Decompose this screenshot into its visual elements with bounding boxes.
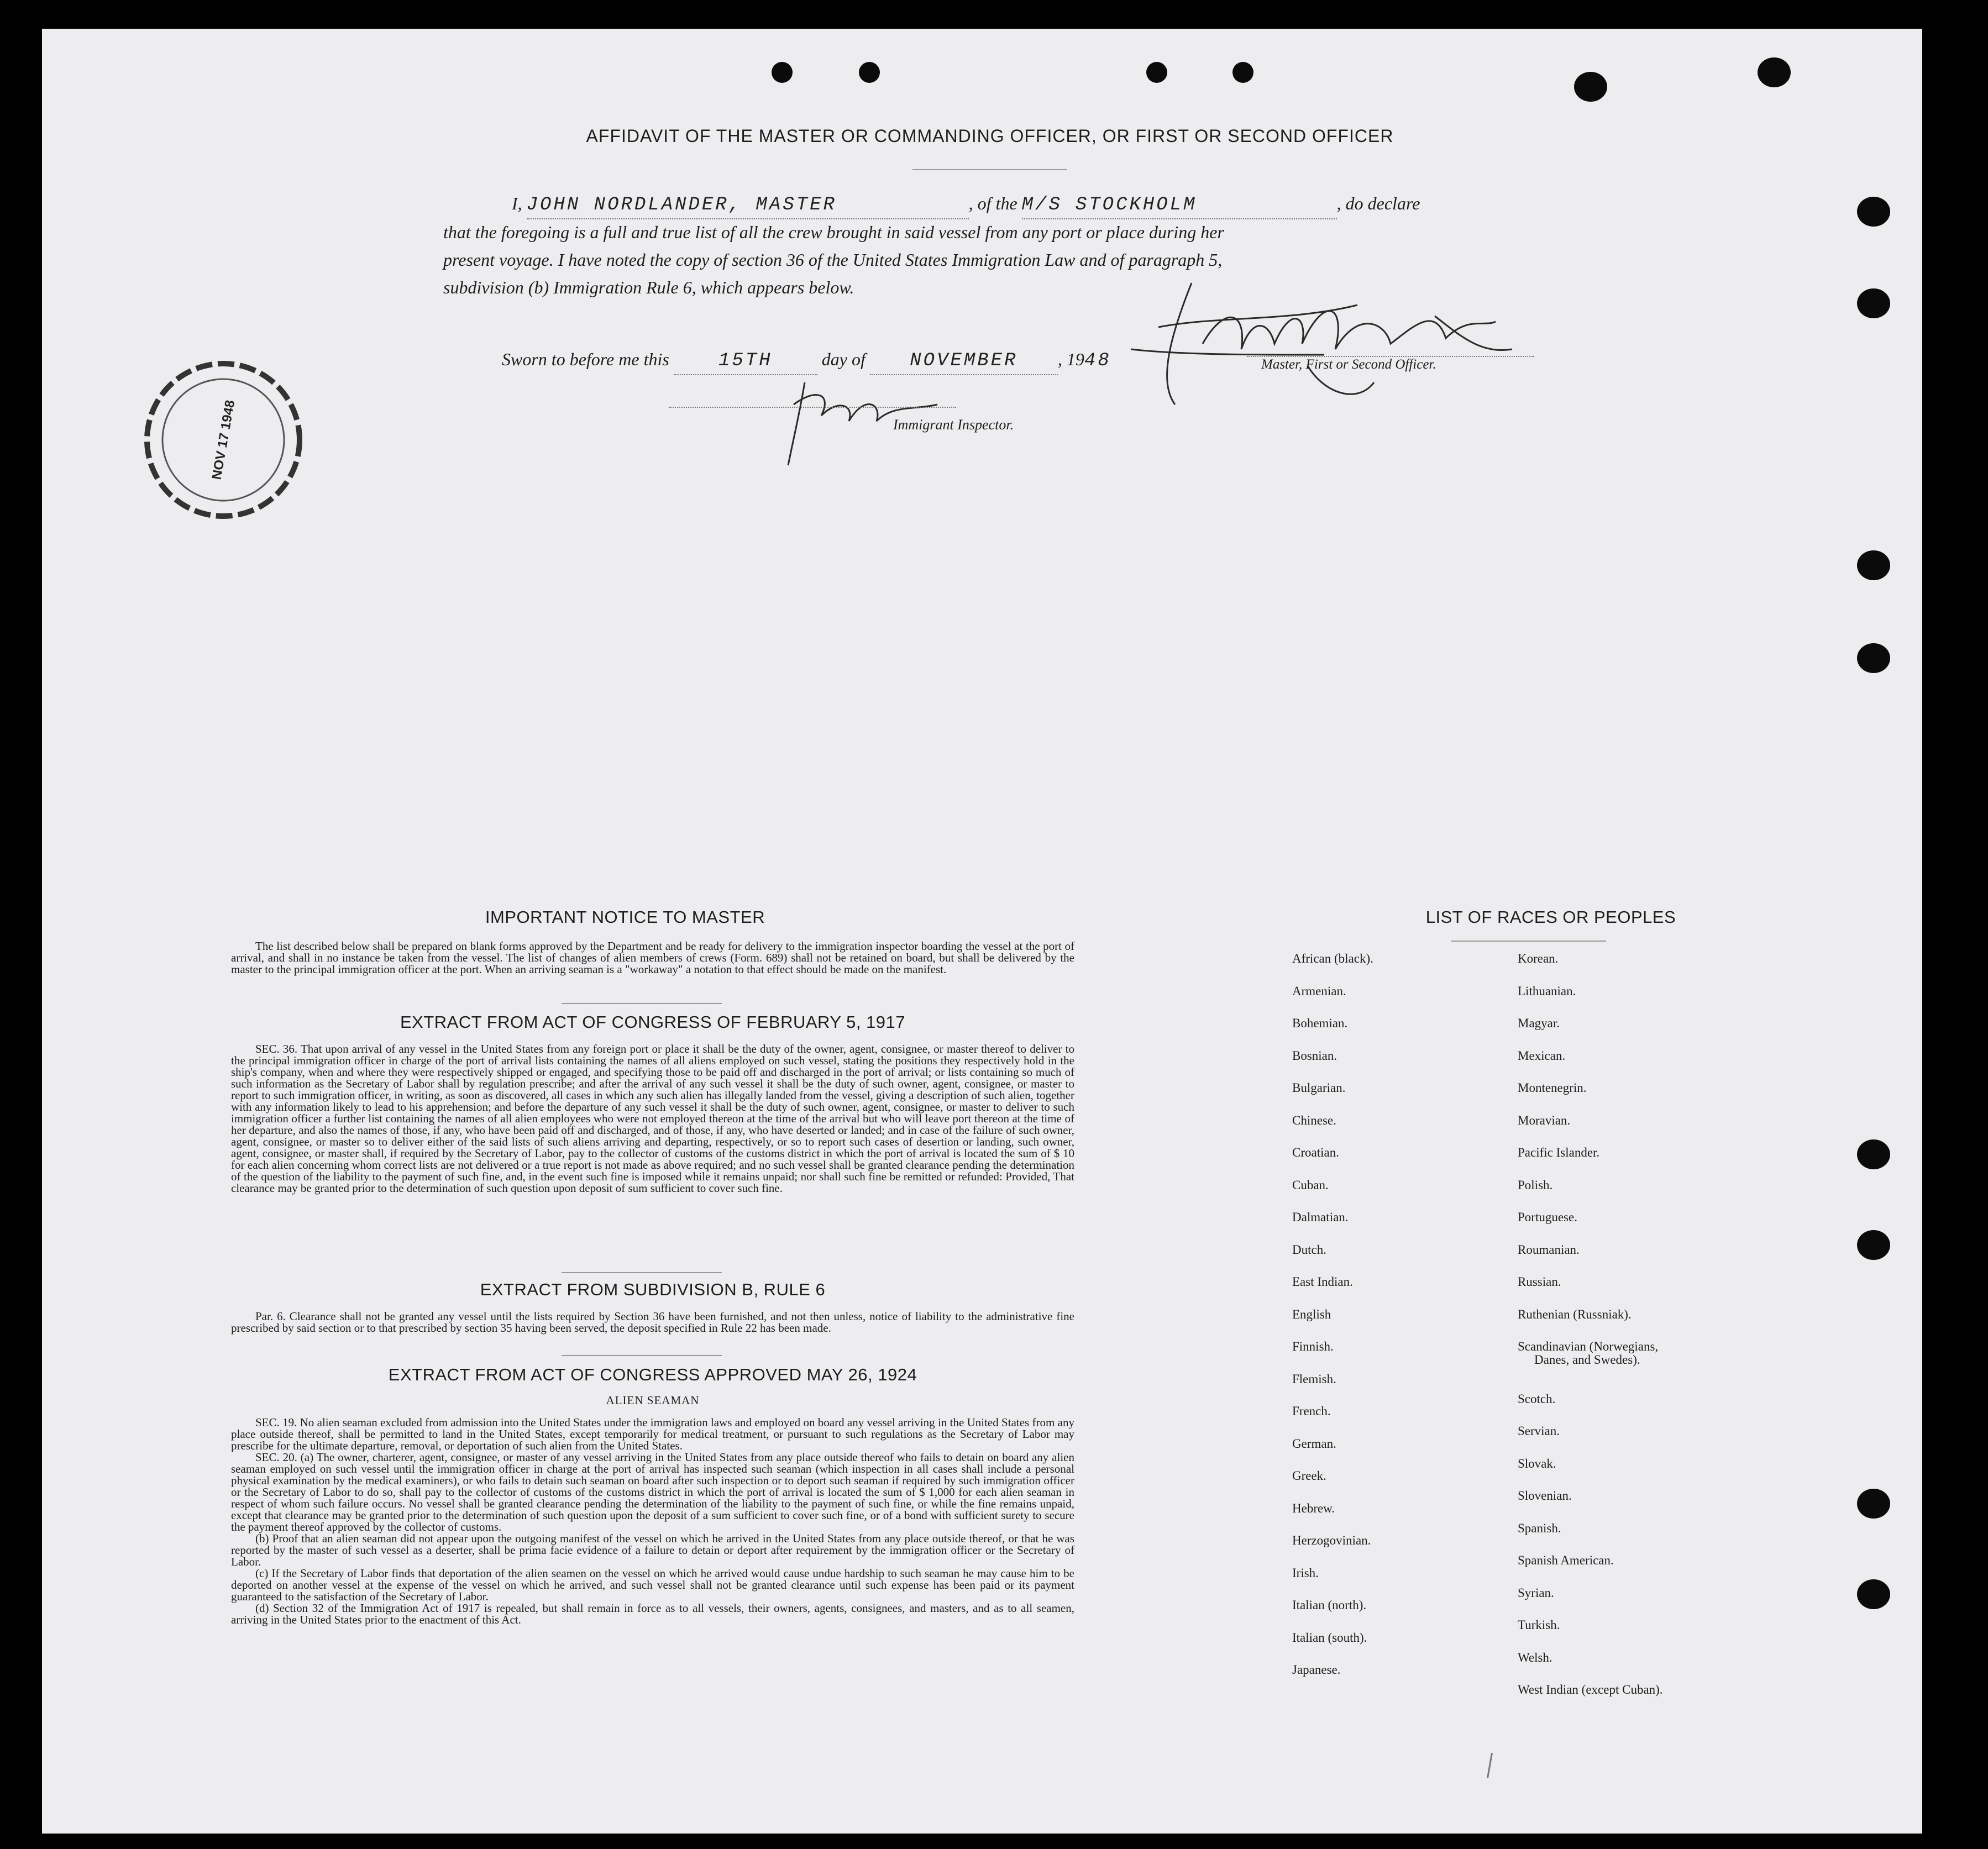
punch-hole [1857, 1579, 1890, 1609]
race-item: Spanish. [1518, 1521, 1561, 1535]
extract-1924-paragraph-2: SEC. 20. (a) The owner, charterer, agent, consignee, or master of any vessel arriving in the United States from any place outside thereof who fails to detain on board any alien seaman employed on such vessel until the immigration officer in charge at the port of arrival has inspected such seaman (which inspection in all cases shall include a personal physical examination by the medical examiners), or who fails to detain such seaman on board after such inspection or to deport such seaman if required by such immigration officer or the Secretary of Labor to do so, shall pay to the collector of customs of the customs district in which the port of arrival is located the sum of $ 1,000 for each alien seaman in respect of whom such failure occurs. No vessel shall be granted clearance pending the determination of the liability to the payment of such fine, or while the fine remains unpaid, except that clearance may be granted prior to the determination of such question upon the deposit of a sum sufficient to cover such fine, or of a bond with sufficient surety to secure the payment thereof approved by the collector of customs. [231, 1451, 1074, 1533]
divider [562, 1355, 722, 1356]
race-item: Chinese. [1292, 1113, 1336, 1127]
race-item: Italian (south). [1292, 1630, 1367, 1645]
race-item: Scotch. [1518, 1391, 1556, 1406]
inspector-signature-line [669, 407, 956, 408]
race-item: Finnish. [1292, 1340, 1334, 1353]
do-declare-label: , do declare [1336, 193, 1420, 213]
master-signature-caption: Master, First or Second Officer. [1261, 357, 1436, 372]
race-item: Portuguese. [1518, 1210, 1577, 1224]
race-item: Pacific Islander. [1518, 1146, 1600, 1159]
race-item: Herzogovinian. [1292, 1533, 1371, 1547]
extract-1924-paragraph-5: (d) Section 32 of the Immigration Act of 1917 is repealed, but shall remain in force as to all vessels, their owners, agents, consignees, and masters, and as to all seamen, arriving in the United States prior to the enactment of this Act. [231, 1601, 1074, 1626]
notice-title: IMPORTANT NOTICE TO MASTER [485, 907, 765, 927]
race-item: Dalmatian. [1292, 1210, 1349, 1224]
race-item: Italian (north). [1292, 1598, 1367, 1612]
inspector-caption: Immigrant Inspector. [893, 417, 1014, 433]
divider [562, 1003, 722, 1004]
extract-1924-body [231, 1417, 1074, 1626]
year-prefix: , 19 [1057, 349, 1084, 369]
race-item: Cuban. [1292, 1178, 1329, 1192]
race-item: Servian. [1518, 1424, 1560, 1438]
punch-hole [1574, 72, 1607, 102]
race-item: Korean. [1518, 952, 1559, 965]
extract-1917-paragraph: SEC. 36. That upon arrival of any vessel in the United States from any foreign port or place it shall be the duty of the owner, agent, consignee, or master thereof to deliver to the principal immigration officer in charge of the port of arrival lists containing the names of all aliens employed on such vessel, stating the positions they respectively hold in the ship's company, when and where they were respectively shipped or engaged, and specifying those to be paid off and discharged in the port of arrival; or lists containing so much of such information as the Secretary of Labor shall by regulation prescribe; and after the arrival of any such vessel it shall be the duty of such owner, agent, consignee, or master to report to such immigration officer, in writing, as soon as discovered, all cases in which any such alien has illegally landed from the vessel, giving a description of such alien, together with any information likely to lead to his apprehension; and before the departure of any such vessel it shall be the duty of such owner, agent, consignee, or master to deliver to such immigration officer a further list containing the names of all alien employees who were not employed thereon at the time of the arrival but who will leave port thereon at the time of her departure, and also the names of those, if any, who have been paid off and discharged, and of those, if any, who have deserted or landed; and in case of the failure of such owner, agent, consignee, or master so to deliver either of the said lists of such aliens arriving and departing, respectively, or so to report such cases of desertion or landing, such owner, agent, consignee, or master shall, if required by the Secretary of Labor, pay to the collector of customs of the customs district in which the port of arrival is located the sum of $ 10 for each alien concerning whom correct lists are not delivered or a true report is not made as above required; and no such vessel shall be granted clearance pending the determination of the question of the liability to the payment of such fine, and, in the event such fine is imposed while it remains unpaid; nor shall such fine be remitted or refunded: Provided, That clearance may be granted prior to the determination of such question upon deposit of sum sufficient to cover such fine. [231, 1042, 1074, 1195]
rule6-title: EXTRACT FROM SUBDIVISION B, RULE 6 [480, 1280, 826, 1299]
immigration-stamp [140, 357, 306, 523]
punch-hole [1857, 197, 1890, 227]
race-item: African (black). [1292, 952, 1373, 965]
stray-mark [1487, 1753, 1493, 1778]
race-item: Dutch. [1292, 1242, 1326, 1257]
race-item: Mexican. [1518, 1048, 1566, 1063]
race-item: Bohemian. [1292, 1016, 1348, 1030]
punch-hole [1857, 1230, 1890, 1260]
year-suffix: 48 [1084, 350, 1111, 371]
race-item: Scandinavian (Norwegians, [1518, 1340, 1659, 1353]
race-item: Greek. [1292, 1469, 1326, 1483]
race-item: Hebrew. [1292, 1501, 1335, 1515]
punch-hole [772, 62, 793, 83]
race-item: English [1292, 1307, 1331, 1321]
day-of-label: day of [821, 349, 866, 369]
punch-hole [1857, 643, 1890, 673]
race-item: Bulgarian. [1292, 1081, 1346, 1095]
extract-1924-subtitle: ALIEN SEAMAN [606, 1394, 700, 1407]
master-signature [1125, 272, 1545, 416]
race-item: French. [1292, 1404, 1331, 1418]
master-name-field [527, 190, 969, 219]
punch-hole [1232, 62, 1253, 83]
stamp-date: NOV 17 1948 [209, 399, 238, 481]
declaration-i: I, [512, 193, 522, 213]
signature-line [1247, 356, 1534, 357]
rule6-body [231, 1311, 1074, 1334]
race-item: Japanese. [1292, 1663, 1341, 1677]
sworn-month: NOVEMBER [910, 350, 1018, 371]
extract-1924-paragraph-3: (b) Proof that an alien seaman did not appear upon the outgoing manifest of the vessel on which he arrived in the United States from any place outside thereof, or that he was reported by the master of such vessel as a deserter, shall be prima facie evidence of a failure to detain or deport after requirement by the immigration officer or the Secretary of Labor. [231, 1532, 1074, 1568]
rule6-paragraph: Par. 6. Clearance shall not be granted any vessel until the lists required by Section 36 have been furnished, and not then unless, notice of liability to the administrative fine prescribed by said section or to that prescribed by section 35 having been served, the deposit specified in Rule 22 has been made. [231, 1310, 1074, 1335]
affidavit-title: AFFIDAVIT OF THE MASTER OR COMMANDING OFFICER, OR FIRST OR SECOND OFFICER [586, 126, 1394, 146]
sworn-day: 15TH [718, 350, 773, 371]
race-item: Slovenian. [1518, 1489, 1572, 1503]
of-the-label: , of the [968, 193, 1017, 213]
race-item: Slovak. [1518, 1456, 1556, 1470]
race-item: Magyar. [1518, 1016, 1560, 1030]
punch-hole [1857, 550, 1890, 580]
race-item: Spanish American. [1518, 1553, 1614, 1567]
punch-hole [1857, 1139, 1890, 1169]
punch-hole [1857, 288, 1890, 318]
race-item: Turkish. [1518, 1618, 1560, 1632]
race-item: West Indian (except Cuban). [1518, 1683, 1663, 1696]
race-item: Moravian. [1518, 1113, 1571, 1127]
race-item: Croatian. [1292, 1146, 1339, 1159]
divider [562, 1272, 722, 1273]
race-item: Welsh. [1518, 1650, 1552, 1664]
extract-1924-paragraph-1: SEC. 19. No alien seaman excluded from admission into the United States under the immigration laws and employed on board any vessel arriving in the United States from any place outside thereof, shall be permitted to land in the United States, except temporarily for medical treatment, or pursuant to such regulations as the Secretary of Labor may prescribe for the ultimate departure, removal, or deportation of such alien from the United States. [231, 1416, 1074, 1452]
race-item: Montenegrin. [1518, 1081, 1587, 1095]
divider [1451, 941, 1606, 942]
race-item: Polish. [1518, 1178, 1553, 1192]
race-item: Flemish. [1292, 1372, 1336, 1386]
race-item: German. [1292, 1436, 1336, 1451]
divider [912, 169, 1067, 170]
race-item: Ruthenian (Russniak). [1518, 1307, 1632, 1321]
vessel-name: STOCKHOLM [1075, 195, 1197, 216]
extract-1924-paragraph-4: (c) If the Secretary of Labor finds that deportation of the alien seamen on the vessel on which he arrived would cause undue hardship to such seaman he may cause him to be deported on another vessel at the expense of the vessel on which he arrived, and such vessel shall not be granted clearance until such expense has been paid or its payment guaranteed to the satisfaction of the Secretary of Labor. [231, 1567, 1074, 1603]
extract-1917-body [231, 1043, 1074, 1194]
punch-hole [1857, 1489, 1890, 1519]
notice-body [231, 941, 1074, 975]
race-item: Roumanian. [1518, 1242, 1580, 1257]
extract-1924-title: EXTRACT FROM ACT OF CONGRESS APPROVED MAY 26, 1924 [388, 1365, 917, 1384]
notice-paragraph: The list described below shall be prepared on blank forms approved by the Department and be ready for delivery to the immigration inspector boarding the vessel at the port of arrival, and shall in no instance be taken from the vessel. The list of changes of alien members of crews (Form. 689) shall not be retained on board, but shall be delivered by the master to the principal immigration officer at the port. When an arriving seaman is a "workaway" a notation to that effect should be made on the manifest. [231, 939, 1074, 976]
declaration-line-2: that the foregoing is a full and true list of all the crew brought in said vessel from any port or place during her [443, 222, 1224, 242]
declaration-line-1 [468, 190, 1534, 219]
punch-hole [859, 62, 880, 83]
race-item: Russian. [1518, 1275, 1561, 1289]
vessel-field [1022, 190, 1337, 219]
race-item: Bosnian. [1292, 1048, 1337, 1063]
extract-1917-title: EXTRACT FROM ACT OF CONGRESS OF FEBRUARY 5, 1917 [400, 1012, 906, 1032]
race-item: Syrian. [1518, 1585, 1554, 1600]
declaration-line-4: subdivision (b) Immigration Rule 6, which appears below. [443, 277, 854, 297]
sworn-label: Sworn to before me this [502, 349, 669, 369]
race-item: Lithuanian. [1518, 984, 1576, 998]
punch-hole [1758, 57, 1791, 87]
races-title: LIST OF RACES OR PEOPLES [1425, 907, 1676, 927]
race-item: Danes, and Swedes). [1534, 1353, 1640, 1367]
master-name: JOHN NORDLANDER, MASTER [526, 195, 837, 216]
race-item: Armenian. [1292, 984, 1346, 998]
document-page [42, 29, 1922, 1834]
punch-hole [1146, 62, 1167, 83]
vessel-prefix: M/S [1021, 195, 1062, 216]
race-item: East Indian. [1292, 1275, 1353, 1289]
race-item: Irish. [1292, 1566, 1319, 1580]
declaration-line-3: present voyage. I have noted the copy of section 36 of the United States Immigration Law and of paragraph 5, [443, 250, 1223, 270]
